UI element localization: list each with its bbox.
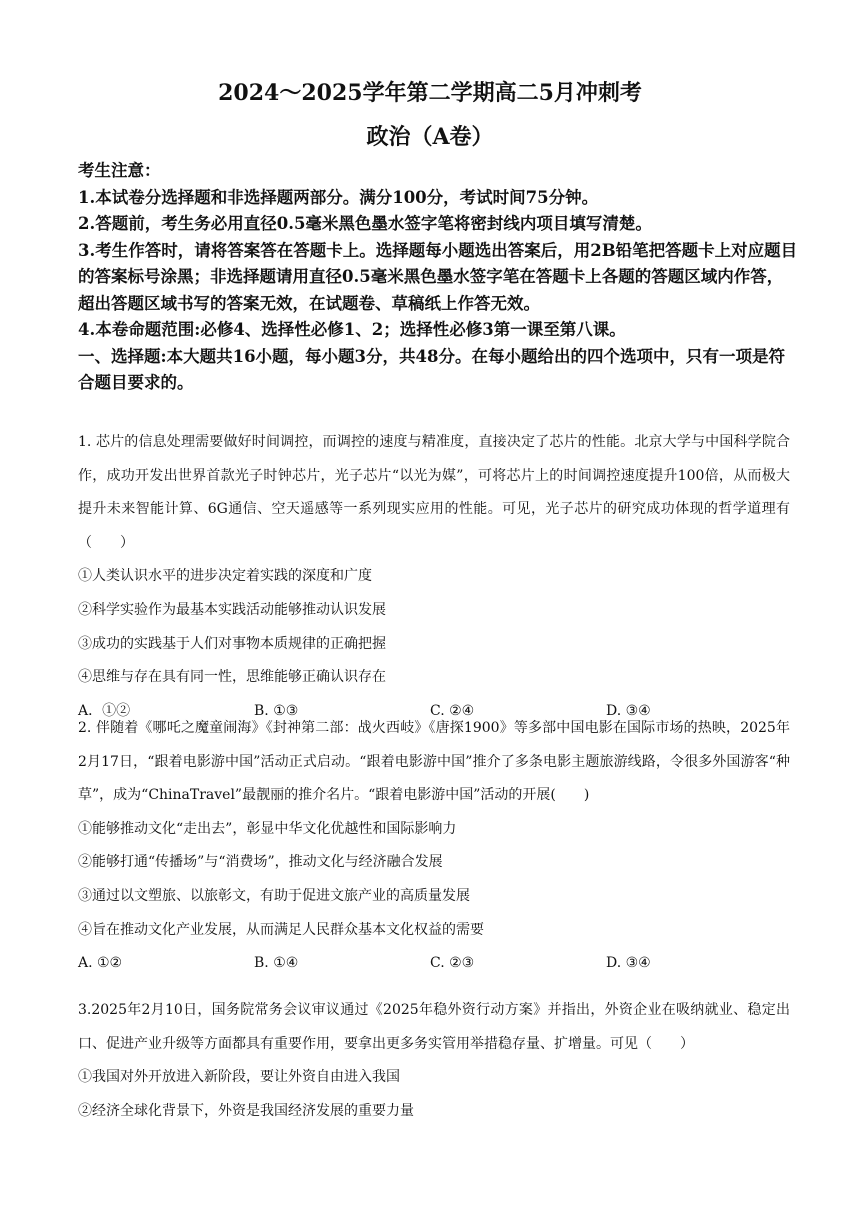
- question-stem: 1. 芯片的信息处理需要做好时间调控，而调控的速度与精准度，直接决定了芯片的性能。北京大学与中国科学院合作，成功开发出世界首款光子时钟芯片，光子芯片“以光为媒”，可将芯片上的时间调控速度提升100倍，从而极大提升未来智能计算、6G通信、空天遥感等一系列现实应用的性能。可见，光子芯片的研究成功体现的哲学道理有（ ）: [78, 434, 790, 551]
- notice-item: 4.本卷命题范围:必修4、选择性必修1、2；选择性必修3第一课至第八课。: [78, 320, 626, 339]
- notice-item: 1.本试卷分选择题和非选择题两部分。满分100分，考试时间75分钟。: [78, 187, 599, 207]
- exam-notice: [78, 158, 798, 397]
- option-a: A．①②: [78, 702, 131, 719]
- option-d: D. ③④: [606, 702, 651, 719]
- option-c: C. ②③: [430, 955, 475, 972]
- option-d: D. ③④: [606, 955, 651, 972]
- notice-item: 2.答题前，考生务必用直径0.5毫米黑色墨水签字笔将密封线内项目填写清楚。: [78, 214, 652, 233]
- statement: ①能够推动文化“走出去”，彰显中华文化优越性和国际影响力: [78, 820, 457, 837]
- statement: ①我国对外开放进入新阶段，要让外资自由进入我国: [78, 1069, 400, 1086]
- option-b: B. ①③: [254, 702, 299, 719]
- question-1: [78, 426, 790, 728]
- statement: ③通过以文塑旅、以旅彰文，有助于促进文旅产业的高质量发展: [78, 887, 470, 904]
- question-stem: 2. 伴随着《哪吒之魔童闹海》《封神第二部：战火西岐》《唐探1900》等多部中国电影在国际市场的热映，2025年2月17日，“跟着电影游中国”活动正式启动。“跟着电影游中国”推介了多条电影主题旅游线路，令很多外国游客“种草”，成为“ChinaTravel”最靓丽的推介名片。“跟着电影游中国”活动的开展( ): [78, 720, 790, 804]
- answer-options: [78, 947, 790, 981]
- notice-item: 3.考生作答时，请将答案答在答题卡上。选择题每小题选出答案后，用2B铅笔把答题卡上对应题目的答案标号涂黑；非选择题请用直径0.5毫米黑色墨水签字笔在答题卡上各题的答题区域内作答，超出答题区域书写的答案无效，在试题卷、草稿纸上作答无效。: [78, 240, 798, 313]
- page-subtitle: 政治（A卷）: [366, 124, 494, 150]
- statement: ②科学实验作为最基本实践活动能够推动认识发展: [78, 601, 386, 618]
- statement: ①人类认识水平的进步决定着实践的深度和广度: [78, 568, 372, 585]
- question-3: [78, 994, 790, 1128]
- option-b: B. ①④: [254, 955, 299, 972]
- question-stem: 3.2025年2月10日，国务院常务会议审议通过《2025年稳外资行动方案》并指出，外资企业在吸纳就业、稳定出口、促进产业升级等方面都具有重要作用，要拿出更多务实管用举措稳存量、扩增量。可见（ ）: [78, 1002, 790, 1052]
- option-c: C. ②④: [430, 702, 475, 719]
- statement: ②经济全球化背景下，外资是我国经济发展的重要力量: [78, 1102, 414, 1119]
- page-title: 2024～2025学年第二学期高二5月冲刺考: [218, 80, 642, 106]
- statement: ②能够打通“传播场”与“消费场”，推动文化与经济融合发展: [78, 854, 443, 871]
- statement: ④旨在推动文化产业发展，从而满足人民群众基本文化权益的需要: [78, 921, 484, 938]
- option-a: A. ①②: [78, 955, 123, 972]
- notice-heading: 考生注意：: [78, 161, 161, 180]
- statement: ③成功的实践基于人们对事物本质规律的正确把握: [78, 635, 386, 652]
- statement: ④思维与存在具有同一性，思维能够正确认识存在: [78, 669, 386, 686]
- question-2: [78, 712, 790, 981]
- section-heading: 一、选择题:本大题共16小题，每小题3分，共48分。在每小题给出的四个选项中，只有一项是符合题目要求的。: [78, 346, 785, 392]
